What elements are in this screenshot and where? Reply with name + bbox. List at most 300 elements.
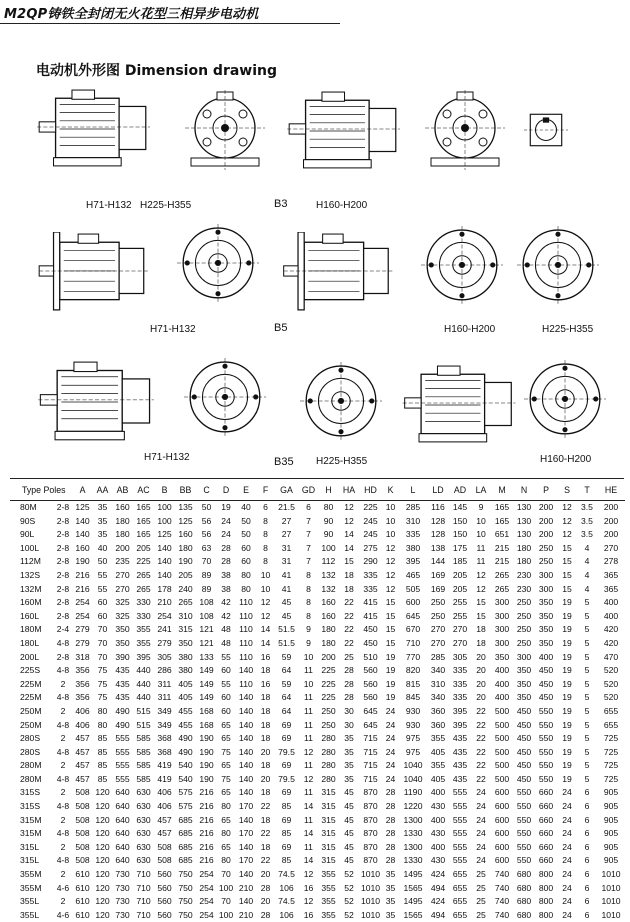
table-cell: 41 xyxy=(274,569,299,583)
table-cell: 140 xyxy=(154,555,175,569)
caption-row1-mid: H225-H355 xyxy=(140,200,191,211)
table-cell: 555 xyxy=(112,773,133,787)
type-cell: 355M xyxy=(10,882,54,896)
table-cell: 550 xyxy=(535,732,557,746)
table-cell: 585 xyxy=(133,773,154,787)
table-cell: 905 xyxy=(597,800,625,814)
table-cell: 550 xyxy=(535,719,557,733)
table-cell: 5 xyxy=(577,691,597,705)
table-cell: 125 xyxy=(154,528,175,542)
table-cell: 750 xyxy=(175,868,196,882)
table-cell: 55 xyxy=(217,678,235,692)
table-cell: 3.5 xyxy=(577,528,597,542)
table-cell: 30 xyxy=(339,705,359,719)
type-cell: 80M xyxy=(10,501,54,515)
table-cell: 740 xyxy=(491,868,513,882)
table-cell: 450 xyxy=(535,664,557,678)
table-cell: 18 xyxy=(257,759,274,773)
table-cell: 6 xyxy=(257,501,274,515)
caption-row2-right: H225-H355 xyxy=(542,324,593,335)
table-cell: 710 xyxy=(133,868,154,882)
type-cell: 160M xyxy=(10,596,54,610)
table-cell: 685 xyxy=(175,827,196,841)
table-cell: 140 xyxy=(235,691,257,705)
table-row xyxy=(10,773,625,787)
table-cell: 20 xyxy=(471,678,491,692)
table-cell: 9 xyxy=(299,637,318,651)
table-cell: 63 xyxy=(196,542,217,556)
table-cell: 355 xyxy=(427,732,449,746)
table-cell: 45 xyxy=(339,841,359,855)
table-cell: 4 xyxy=(577,555,597,569)
table-cell: 279 xyxy=(72,637,93,651)
table-cell: 800 xyxy=(535,882,557,896)
table-cell: 715 xyxy=(359,732,382,746)
table-cell: 15 xyxy=(557,555,577,569)
drawing-b5-h71-side xyxy=(36,232,151,314)
table-cell: 149 xyxy=(196,691,217,705)
table-cell: 655 xyxy=(597,719,625,733)
table-cell: 5 xyxy=(577,623,597,637)
table-cell: 740 xyxy=(491,909,513,922)
table-cell: 140 xyxy=(235,786,257,800)
table-cell: 630 xyxy=(133,800,154,814)
table-cell: 190 xyxy=(175,555,196,569)
table-cell: 356 xyxy=(72,678,93,692)
table-cell: 254 xyxy=(72,610,93,624)
table-cell: 24 xyxy=(557,882,577,896)
table-cell: 380 xyxy=(399,542,427,556)
table-cell: 490 xyxy=(175,746,196,760)
type-cell: 315L xyxy=(10,854,54,868)
table-cell: 138 xyxy=(427,542,449,556)
table-cell: 800 xyxy=(535,909,557,922)
table-cell: 11 xyxy=(299,759,318,773)
drawing-b5-h160-side xyxy=(274,232,402,314)
table-cell: 22 xyxy=(471,719,491,733)
table-cell: 1010 xyxy=(359,895,382,909)
caption-row1-b3: B3 xyxy=(274,198,287,210)
table-cell: 315 xyxy=(318,814,339,828)
table-cell: 575 xyxy=(175,786,196,800)
table-cell: 121 xyxy=(196,637,217,651)
table-cell: 22 xyxy=(257,827,274,841)
table-cell: 254 xyxy=(196,882,217,896)
table-cell: 20 xyxy=(471,664,491,678)
table-cell: 278 xyxy=(597,555,625,569)
table-cell: 430 xyxy=(427,827,449,841)
table-row xyxy=(10,827,625,841)
table-cell: 74.5 xyxy=(274,895,299,909)
table-cell: 740 xyxy=(491,882,513,896)
table-cell: 20 xyxy=(257,895,274,909)
table-cell: 640 xyxy=(112,841,133,855)
table-cell: 14 xyxy=(257,623,274,637)
table-cell: 6 xyxy=(577,841,597,855)
table-cell: 165 xyxy=(133,515,154,529)
table-cell: 59 xyxy=(274,678,299,692)
table-cell: 8 xyxy=(299,569,318,583)
table-cell: 132 xyxy=(318,569,339,583)
table-cell: 140 xyxy=(235,759,257,773)
table-cell: 160 xyxy=(72,542,93,556)
table-row xyxy=(10,759,625,773)
table-cell: 140 xyxy=(72,515,93,529)
table-cell: 2 xyxy=(54,732,72,746)
table-cell: 12 xyxy=(382,569,399,583)
table-cell: 424 xyxy=(427,895,449,909)
table-cell: 140 xyxy=(235,705,257,719)
table-cell: 24 xyxy=(557,868,577,882)
type-cell: 112M xyxy=(10,555,54,569)
table-cell: 140 xyxy=(72,528,93,542)
table-cell: 560 xyxy=(359,691,382,705)
table-cell: 19 xyxy=(557,664,577,678)
table-row xyxy=(10,882,625,896)
table-cell: 610 xyxy=(72,868,93,882)
table-cell: 520 xyxy=(597,678,625,692)
table-cell: 280 xyxy=(318,732,339,746)
table-cell: 12 xyxy=(471,569,491,583)
table-cell: 60 xyxy=(217,691,235,705)
table-cell: 21.5 xyxy=(274,501,299,515)
table-cell: 335 xyxy=(399,528,427,542)
table-cell: 455 xyxy=(175,719,196,733)
table-cell: 70 xyxy=(93,637,112,651)
table-cell: 85 xyxy=(274,854,299,868)
type-cell: 200L xyxy=(10,651,54,665)
table-cell: 290 xyxy=(359,555,382,569)
table-cell: 1010 xyxy=(597,882,625,896)
table-cell: 25 xyxy=(471,909,491,922)
table-cell: 24 xyxy=(557,841,577,855)
table-cell: 24 xyxy=(471,814,491,828)
table-cell: 6 xyxy=(577,800,597,814)
table-cell: 19 xyxy=(557,623,577,637)
table-cell: 406 xyxy=(154,800,175,814)
table-cell: 50 xyxy=(93,555,112,569)
table-cell: 7 xyxy=(299,528,318,542)
header-rule xyxy=(0,23,340,24)
table-cell: 75 xyxy=(217,746,235,760)
column-header: BB xyxy=(175,480,196,501)
table-cell: 130 xyxy=(513,501,535,515)
table-cell: 85 xyxy=(274,800,299,814)
type-cell: 180L xyxy=(10,637,54,651)
caption-row2-left: H71-H132 xyxy=(150,324,196,335)
table-cell: 19 xyxy=(557,596,577,610)
column-header: P xyxy=(535,480,557,501)
caption-row3-right: H160-H200 xyxy=(540,454,591,465)
table-cell: 216 xyxy=(196,854,217,868)
table-cell: 550 xyxy=(513,854,535,868)
table-cell: 2-8 xyxy=(54,542,72,556)
table-cell: 508 xyxy=(72,854,93,868)
table-cell: 19 xyxy=(557,651,577,665)
table-cell: 19 xyxy=(557,732,577,746)
column-header: HA xyxy=(339,480,359,501)
table-cell: 75 xyxy=(93,691,112,705)
table-cell: 10 xyxy=(257,583,274,597)
drawing-b5-h225-flange xyxy=(516,226,600,308)
table-cell: 275 xyxy=(359,542,382,556)
table-cell: 14 xyxy=(299,854,318,868)
table-cell: 540 xyxy=(175,759,196,773)
table-cell: 400 xyxy=(535,651,557,665)
table-cell: 405 xyxy=(175,678,196,692)
table-cell: 400 xyxy=(427,786,449,800)
table-row xyxy=(10,651,625,665)
table-cell: 11 xyxy=(471,542,491,556)
table-cell: 14 xyxy=(339,528,359,542)
table-cell: 585 xyxy=(133,746,154,760)
table-cell: 335 xyxy=(359,569,382,583)
table-cell: 65 xyxy=(217,786,235,800)
table-cell: 110 xyxy=(235,651,257,665)
table-cell: 200 xyxy=(597,501,625,515)
table-cell: 500 xyxy=(491,732,513,746)
table-cell: 200 xyxy=(597,515,625,529)
table-row xyxy=(10,854,625,868)
page-header xyxy=(0,0,630,26)
type-cell: 90S xyxy=(10,515,54,529)
table-cell: 2-8 xyxy=(54,569,72,583)
table-body xyxy=(10,501,625,922)
table-cell: 11 xyxy=(299,732,318,746)
table-row xyxy=(10,732,625,746)
column-header: K xyxy=(382,480,399,501)
column-header: GA xyxy=(274,480,299,501)
type-cell: 315M xyxy=(10,814,54,828)
table-cell: 190 xyxy=(196,759,217,773)
table-cell: 64 xyxy=(274,691,299,705)
table-cell: 355 xyxy=(318,882,339,896)
table-cell: 845 xyxy=(399,691,427,705)
table-cell: 630 xyxy=(133,814,154,828)
table-cell: 60 xyxy=(93,610,112,624)
table-cell: 490 xyxy=(112,719,133,733)
table-cell: 19 xyxy=(382,664,399,678)
table-cell: 20 xyxy=(257,868,274,882)
table-cell: 24 xyxy=(471,841,491,855)
table-row xyxy=(10,678,625,692)
table-cell: 15 xyxy=(557,542,577,556)
table-cell: 12 xyxy=(471,583,491,597)
table-cell: 500 xyxy=(491,719,513,733)
table-cell: 335 xyxy=(449,678,471,692)
column-header: AB xyxy=(112,480,133,501)
table-cell: 65 xyxy=(217,732,235,746)
table-cell: 180 xyxy=(112,515,133,529)
table-cell: 800 xyxy=(535,868,557,882)
table-cell: 24 xyxy=(382,759,399,773)
table-cell: 116 xyxy=(427,501,449,515)
table-cell: 508 xyxy=(72,841,93,855)
table-cell: 69 xyxy=(274,841,299,855)
page-title: M2QP铸铁全封闭无火花型三相异步电动机 xyxy=(4,3,259,22)
table-cell: 395 xyxy=(449,719,471,733)
table-cell: 180 xyxy=(318,623,339,637)
table-cell: 45 xyxy=(339,814,359,828)
table-cell: 19 xyxy=(557,719,577,733)
table-cell: 28 xyxy=(382,814,399,828)
table-cell: 4-8 xyxy=(54,691,72,705)
table-cell: 22 xyxy=(339,596,359,610)
table-cell: 368 xyxy=(154,732,175,746)
table-cell: 205 xyxy=(449,583,471,597)
table-cell: 89 xyxy=(196,569,217,583)
column-header: N xyxy=(513,480,535,501)
table-cell: 5 xyxy=(577,637,597,651)
table-cell: 2 xyxy=(54,705,72,719)
table-cell: 550 xyxy=(535,746,557,760)
table-cell: 38 xyxy=(217,583,235,597)
table-cell: 555 xyxy=(449,814,471,828)
table-cell: 2 xyxy=(54,786,72,800)
table-cell: 645 xyxy=(359,719,382,733)
table-cell: 22 xyxy=(339,610,359,624)
table-cell: 355 xyxy=(318,868,339,882)
table-row xyxy=(10,637,625,651)
table-cell: 25 xyxy=(471,868,491,882)
table-cell: 430 xyxy=(427,854,449,868)
table-cell: 450 xyxy=(513,705,535,719)
table-cell: 490 xyxy=(175,732,196,746)
table-cell: 350 xyxy=(535,596,557,610)
table-cell: 35 xyxy=(93,515,112,529)
table-cell: 65 xyxy=(217,719,235,733)
table-cell: 395 xyxy=(449,705,471,719)
table-cell: 18 xyxy=(257,841,274,855)
column-header: AC xyxy=(133,480,154,501)
table-cell: 930 xyxy=(399,719,427,733)
table-cell: 12 xyxy=(299,773,318,787)
table-cell: 168 xyxy=(196,705,217,719)
table-cell: 270 xyxy=(449,623,471,637)
table-cell: 28 xyxy=(339,678,359,692)
table-cell: 12 xyxy=(299,746,318,760)
type-cell: 315L xyxy=(10,841,54,855)
table-cell: 50 xyxy=(196,501,217,515)
table-cell: 645 xyxy=(359,705,382,719)
type-cell: 160L xyxy=(10,610,54,624)
table-cell: 14 xyxy=(299,827,318,841)
table-cell: 575 xyxy=(175,800,196,814)
table-cell: 560 xyxy=(154,895,175,909)
table-cell: 450 xyxy=(535,691,557,705)
table-cell: 25 xyxy=(471,882,491,896)
table-cell: 405 xyxy=(175,691,196,705)
table-cell: 19 xyxy=(217,501,235,515)
table-cell: 651 xyxy=(491,528,513,542)
table-cell: 350 xyxy=(112,637,133,651)
table-cell: 14 xyxy=(299,800,318,814)
table-cell: 35 xyxy=(382,909,399,922)
table-cell: 245 xyxy=(359,515,382,529)
table-cell: 80 xyxy=(93,705,112,719)
table-row xyxy=(10,868,625,882)
section-heading: 电动机外形图 Dimension drawing xyxy=(36,60,277,80)
table-cell: 10 xyxy=(382,501,399,515)
table-cell: 350 xyxy=(112,623,133,637)
table-cell: 69 xyxy=(274,759,299,773)
table-cell: 555 xyxy=(112,746,133,760)
table-cell: 64 xyxy=(274,664,299,678)
table-cell: 610 xyxy=(72,882,93,896)
table-cell: 11 xyxy=(299,814,318,828)
table-cell: 28 xyxy=(382,786,399,800)
table-cell: 905 xyxy=(597,841,625,855)
table-cell: 52 xyxy=(339,895,359,909)
table-cell: 510 xyxy=(359,651,382,665)
table-cell: 555 xyxy=(449,786,471,800)
table-cell: 550 xyxy=(535,705,557,719)
table-cell: 180 xyxy=(175,542,196,556)
table-cell: 200 xyxy=(597,528,625,542)
table-cell: 315 xyxy=(318,827,339,841)
column-header: T xyxy=(577,480,597,501)
type-cell: 225M xyxy=(10,691,54,705)
column-header: LD xyxy=(427,480,449,501)
table-cell: 160 xyxy=(112,501,133,515)
table-cell: 27 xyxy=(274,515,299,529)
table-cell: 89 xyxy=(196,583,217,597)
table-cell: 140 xyxy=(235,841,257,855)
table-cell: 494 xyxy=(427,909,449,922)
table-cell: 121 xyxy=(196,623,217,637)
table-cell: 270 xyxy=(427,623,449,637)
table-cell: 640 xyxy=(112,854,133,868)
table-row xyxy=(10,841,625,855)
table-cell: 50 xyxy=(235,528,257,542)
table-cell: 1565 xyxy=(399,882,427,896)
table-cell: 450 xyxy=(359,623,382,637)
table-cell: 120 xyxy=(93,827,112,841)
table-cell: 52 xyxy=(339,882,359,896)
table-cell: 140 xyxy=(235,868,257,882)
table-cell: 450 xyxy=(513,759,535,773)
table-cell: 22 xyxy=(471,705,491,719)
table-cell: 400 xyxy=(491,691,513,705)
table-cell: 315 xyxy=(318,800,339,814)
table-cell: 75 xyxy=(217,773,235,787)
table-cell: 270 xyxy=(112,583,133,597)
table-cell: 350 xyxy=(535,623,557,637)
table-cell: 160 xyxy=(175,528,196,542)
table-cell: 74.5 xyxy=(274,868,299,882)
table-cell: 140 xyxy=(235,814,257,828)
table-cell: 60 xyxy=(217,664,235,678)
table-cell: 655 xyxy=(449,895,471,909)
table-cell: 6 xyxy=(577,895,597,909)
table-row xyxy=(10,583,625,597)
table-cell: 215 xyxy=(491,542,513,556)
table-cell: 5 xyxy=(577,664,597,678)
table-row xyxy=(10,610,625,624)
type-cell: 180M xyxy=(10,623,54,637)
table-cell: 660 xyxy=(535,841,557,855)
table-cell: 125 xyxy=(72,501,93,515)
table-cell: 52 xyxy=(339,868,359,882)
table-cell: 15 xyxy=(471,596,491,610)
table-cell: 22 xyxy=(471,759,491,773)
table-cell: 560 xyxy=(359,678,382,692)
table-cell: 60 xyxy=(235,542,257,556)
table-cell: 11 xyxy=(299,705,318,719)
table-cell: 150 xyxy=(449,515,471,529)
table-cell: 22 xyxy=(257,854,274,868)
table-cell: 300 xyxy=(513,651,535,665)
